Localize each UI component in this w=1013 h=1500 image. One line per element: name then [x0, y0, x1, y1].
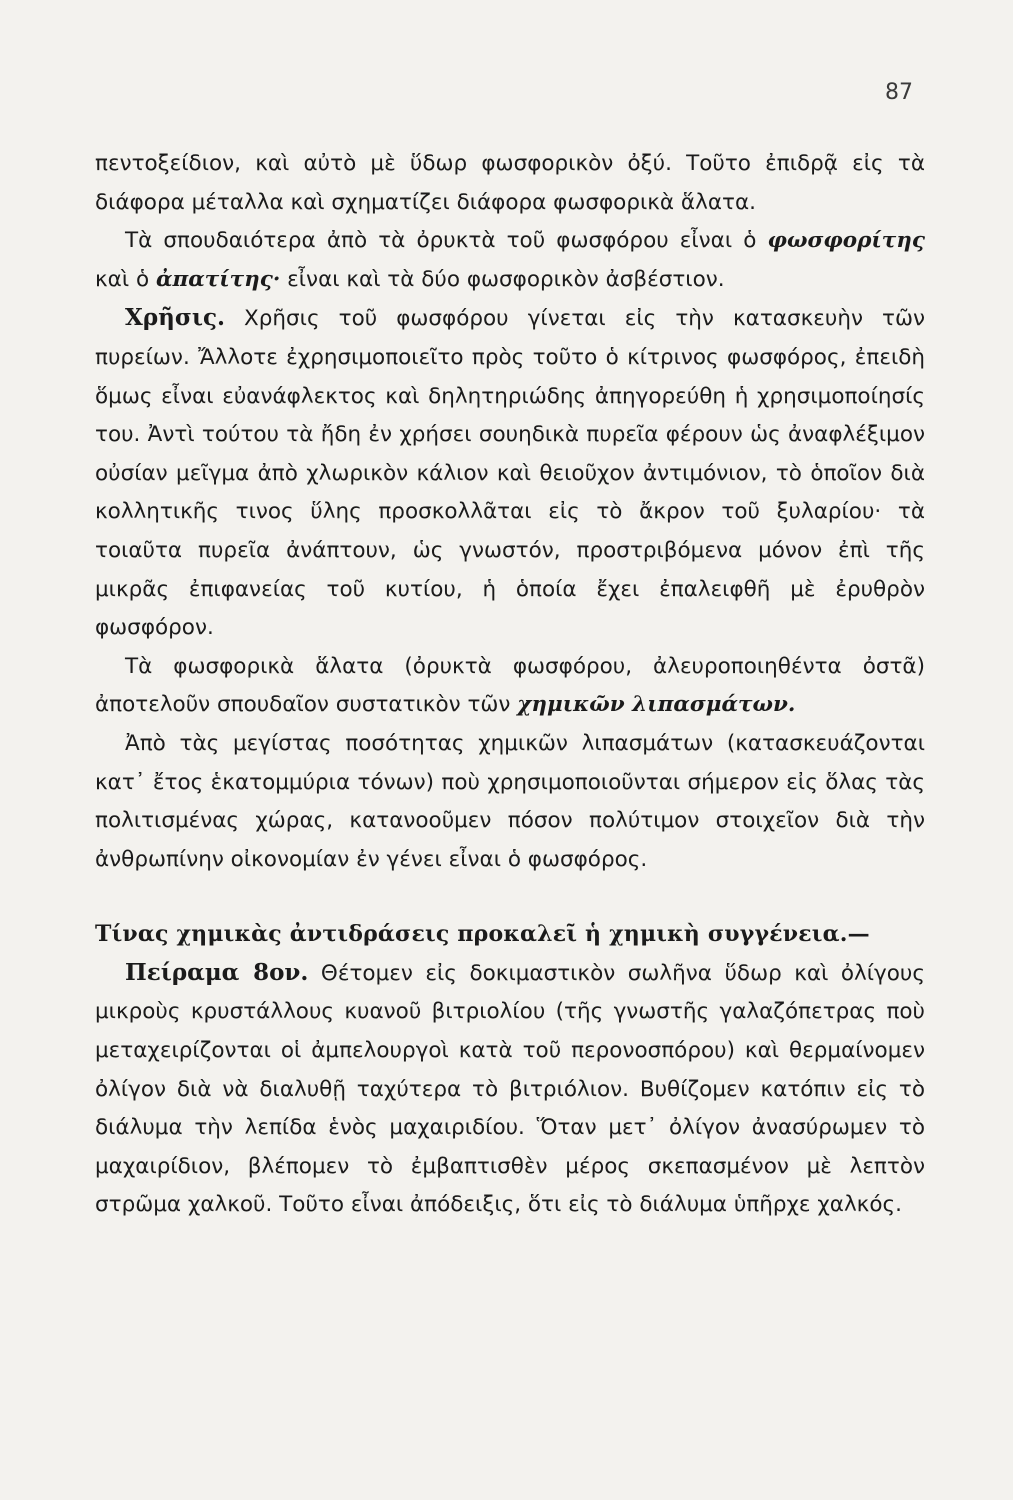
paragraph-text: καὶ ὁ — [95, 266, 156, 292]
section-headword-uses: Χρῆσις. — [125, 304, 225, 332]
paragraph-text: Τὰ σπουδαιότερα ἀπὸ τὰ ὀρυκτὰ τοῦ φωσφόρου εἶναι ὁ — [125, 228, 768, 254]
term-fertilizers: χημικῶν λιπασμάτων. — [517, 692, 796, 718]
paragraph-continuation — [95, 145, 925, 222]
paragraph-text: πεντοξείδιον, καὶ αὐτὸ μὲ ὕδωρ φωσφορικὸν ὀξύ. Τοῦτο ἐπιδρᾷ εἰς τὰ διάφορα μέταλλα καὶ σχηματίζει διάφορα φωσφορικὰ ἅλατα. — [95, 151, 925, 215]
paragraph-text: εἶναι καὶ τὰ δύο φωσφορικὸν ἀσβέστιον. — [280, 266, 725, 292]
paragraph-text: Θέτομεν εἰς δοκιμαστικὸν σωλῆνα ὕδωρ καὶ ὀλίγους μικροὺς κρυστάλλους κυανοῦ βιτριολίου (τῆς γνωστῆς γαλαζόπετρας ποὺ μεταχειρίζονται οἱ ἀμπελουργοὶ κατὰ τοῦ περονοσπόρου) καὶ θερμαίνομεν ὀλίγον διὰ νὰ διαλυθῇ ταχύτερα τὸ βιτριόλιον. Βυθίζομεν κατόπιν εἰς τὸ διάλυμα τὴν λεπίδα ἑνὸς μαχαιριδίου. Ὅταν μετ᾽ ὀλίγον ἀνασύρωμεν τὸ μαχαιρίδιον, βλέπομεν τὸ ἐμβαπτισθὲν μέρος σκεπασμένον μὲ λεπτὸν στρῶμα χαλκοῦ. Τοῦτο εἶναι ἀπόδειξις, ὅτι εἰς τὸ διάλυμα ὑπῆρχε χαλκός. — [95, 960, 925, 1218]
paragraph-text: Ἀπὸ τὰς μεγίστας ποσότητας χημικῶν λιπασμάτων (κατασκευάζονται κατ᾽ ἔτος ἑκατομμύρια τόνων) ποὺ χρησιμοποιοῦνται σήμερον εἰς ὅλας τὰς πολιτισμένας χώρας, κατανοοῦμεν πόσον πολύτιμον στοιχεῖον διὰ τὴν ἀνθρωπίνην οἰκονομίαν ἐν γένει εἶναι ὁ φωσφόρος. — [95, 730, 925, 872]
experiment-headword: Πείραμα 8ον. — [125, 958, 309, 986]
page-body — [95, 145, 925, 1225]
paragraph-fertilizer-quantities — [95, 725, 925, 879]
paragraph-experiment — [95, 954, 925, 1225]
paragraph-uses — [95, 299, 925, 647]
term-phosphorite: φωσφορίτης — [767, 228, 925, 254]
paragraph-text: Χρῆσις τοῦ φωσφόρου γίνεται εἰς τὴν κατασκευὴν τῶν πυρείων. Ἄλλοτε ἐχρησιμοποιεῖτο πρὸς τοῦτο ὁ κίτρινος φωσφόρος, ἐπειδὴ ὅμως εἶναι εὐανάφλεκτος καὶ δηλητηριώδης ἀπηγορεύθη ἡ χρησιμοποίησίς του. Ἀντὶ τούτου τὰ ἤδη ἐν χρήσει σουηδικὰ πυρεῖα φέρουν ὡς ἀναφλέξιμον οὐσίαν μεῖγμα ἀπὸ χλωρικὸν κάλιον καὶ θειοῦχον ἀντιμόνιον, τὸ ὁποῖον διὰ κολλητικῆς τινος ὕλης προσκολλᾶται εἰς τὸ ἄκρον τοῦ ξυλαρίου· τὰ τοιαῦτα πυρεῖα ἀνάπτουν, ὡς γνωστόν, προστριβόμενα μόνον ἐπὶ τῆς μικρᾶς ἐπιφανείας τοῦ κυτίου, ἡ ὁποία ἔχει ἐπαλειφθῆ μὲ ἐρυθρὸν φωσφόρον. — [95, 306, 925, 641]
page-number: 87 — [885, 80, 913, 105]
paragraph-phosphates — [95, 648, 925, 725]
term-apatite: ἀπατίτης· — [155, 266, 281, 292]
paragraph-minerals — [95, 222, 925, 299]
section-heading: Τίνας χημικὰς ἀντιδράσεις προκαλεῖ ἡ χημικὴ συγγένεια.— — [95, 921, 870, 948]
paragraph-text: Τὰ φωσφορικὰ ἅλατα (ὀρυκτὰ φωσφόρου, ἀλευροποιηθέντα ὀστᾶ) ἀποτελοῦν σπουδαῖον συστατικὸν τῶν — [95, 653, 925, 718]
